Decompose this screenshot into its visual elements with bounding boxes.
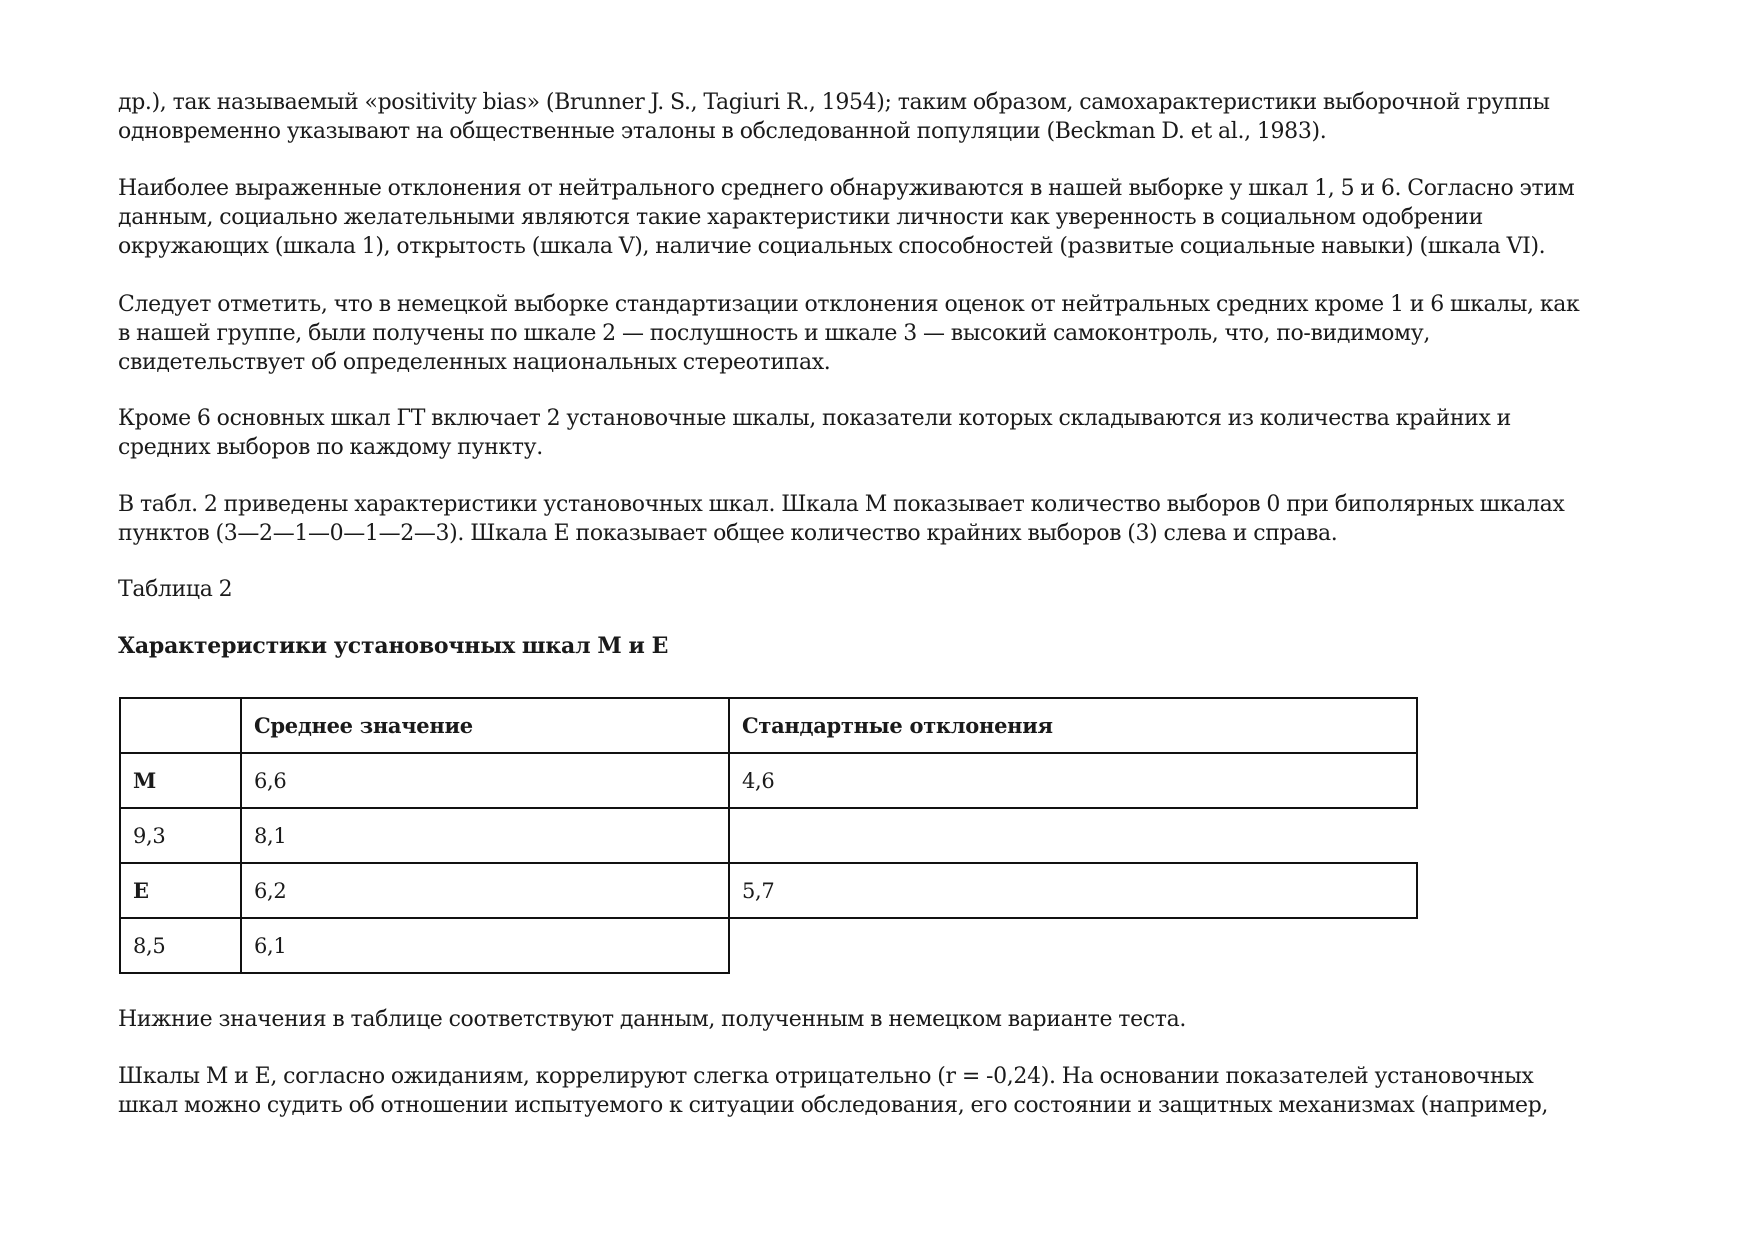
table-caption: Таблица 2: [118, 577, 233, 602]
table-cell: 9,3: [119, 807, 242, 864]
paragraph-table-note: Нижние значения в таблице соответствуют данным, полученным в немецком варианте теста.: [118, 1007, 1187, 1032]
paragraph-positivity-bias: др.), так называемый «positivity bias» (Brunner J. S., Tagiuri R., 1954); таким образом, самохарактеристики выборочной группы одновременно указывают на общественные эталоны в обследованной популяции (Beckman D. et al., 1983).: [118, 90, 1550, 144]
table-cell: 6,1: [240, 917, 730, 974]
table-cell: 6,2: [240, 862, 730, 919]
table-header-cell: Среднее значение: [240, 697, 730, 754]
table-cell: Е: [119, 862, 242, 919]
table-header-cell: [119, 697, 242, 754]
table-cell: 8,1: [240, 807, 730, 864]
paragraph-correlation: Шкалы М и Е, согласно ожиданиям, коррелируют слегка отрицательно (r = -0,24). На основании показателей установочных шкал можно судить об отношении испытуемого к ситуации обследования, его состоянии и защитных механизмах (например,: [118, 1064, 1549, 1118]
paragraph-deviations: Наиболее выраженные отклонения от нейтрального среднего обнаруживаются в нашей выборке у шкал 1, 5 и 6. Согласно этим данным, социально желательными являются такие характеристики личности как уверенность в социальном одобрении окружающих (шкала 1), открытость (шкала V), наличие социальных способностей (развитые социальные навыки) (шкала VI).: [118, 176, 1575, 259]
table-header-cell: Стандартные отклонения: [728, 697, 1418, 754]
table-cell: 6,6: [240, 752, 730, 809]
table-cell: 4,6: [728, 752, 1418, 809]
table-cell: 5,7: [728, 862, 1418, 919]
paragraph-german-sample: Следует отметить, что в немецкой выборке стандартизации отклонения оценок от нейтральных средних кроме 1 и 6 шкалы, как в нашей группе, были получены по шкале 2 — послушность и шкале 3 — высокий самоконтроль, что, по-видимому, свидетельствует об определенных национальных стереотипах.: [118, 292, 1580, 375]
table-cell: М: [119, 752, 242, 809]
table-title: Характеристики установочных шкал М и Е: [118, 633, 669, 659]
paragraph-setting-scales: Кроме 6 основных шкал ГТ включает 2 установочные шкалы, показатели которых складываются из количества крайних и средних выборов по каждому пункту.: [118, 406, 1511, 460]
table-cell: 8,5: [119, 917, 242, 974]
paragraph-table-description: В табл. 2 приведены характеристики установочных шкал. Шкала М показывает количество выборов 0 при биполярных шкалах пунктов (3—2—1—0—1—2—3). Шкала Е показывает общее количество крайних выборов (3) слева и справа.: [118, 492, 1565, 546]
